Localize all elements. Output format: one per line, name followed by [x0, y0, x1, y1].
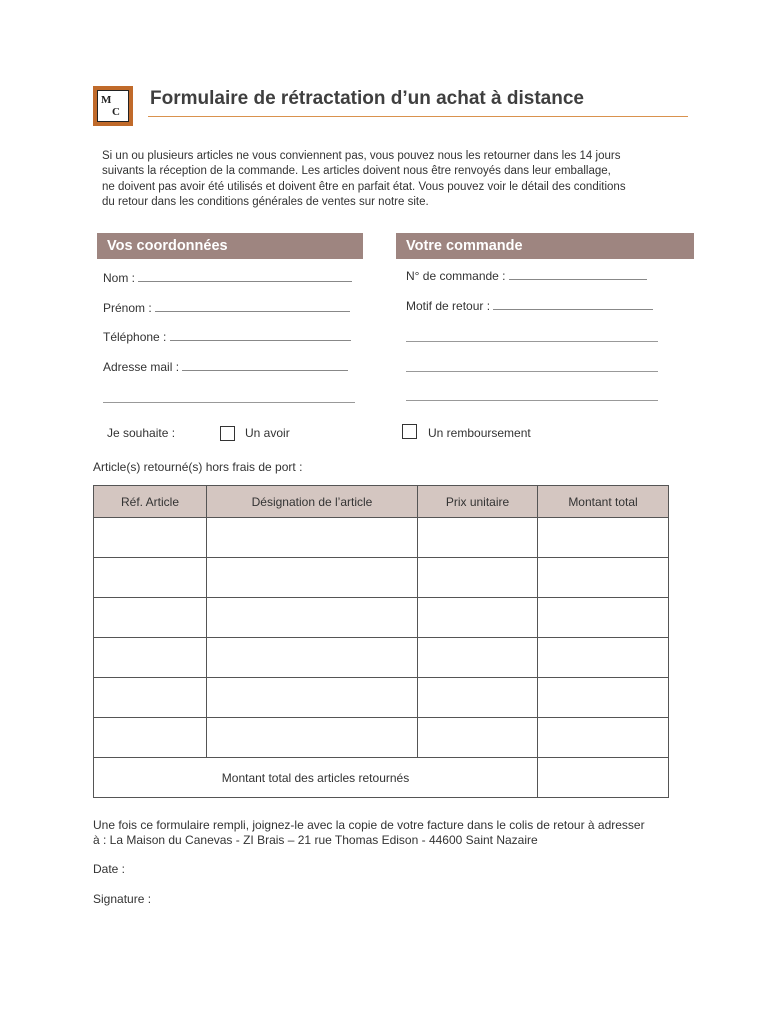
- table-cell[interactable]: [94, 518, 207, 558]
- return-instructions-line: Une fois ce formulaire rempli, joignez-le avec la copie de votre facture dans le colis de retour à adresser: [93, 818, 645, 832]
- table-cell[interactable]: [207, 558, 418, 598]
- company-logo: [93, 86, 133, 126]
- table-row: [94, 558, 669, 598]
- table-cell[interactable]: [538, 598, 669, 638]
- table-header-row: [94, 486, 669, 518]
- table-cell[interactable]: [207, 598, 418, 638]
- table-cell[interactable]: [538, 678, 669, 718]
- column-header-ref: Réf. Article: [94, 486, 207, 518]
- table-row: [94, 638, 669, 678]
- table-cell[interactable]: [418, 718, 538, 758]
- adresse-continuation-line[interactable]: [103, 402, 355, 403]
- adresse-mail-input-line[interactable]: [182, 360, 348, 371]
- table-cell[interactable]: [94, 718, 207, 758]
- section-header-coordonnees: Vos coordonnées: [97, 233, 363, 259]
- remboursement-option-label: Un remboursement: [428, 426, 531, 440]
- title-divider: [148, 116, 688, 117]
- table-cell[interactable]: [418, 638, 538, 678]
- adresse-mail-label: Adresse mail :: [103, 360, 183, 374]
- return-address-line: à : La Maison du Canevas - ZI Brais – 21 rue Thomas Edison - 44600 Saint Nazaire: [93, 833, 538, 847]
- numero-commande-input-line[interactable]: [509, 269, 647, 280]
- avoir-checkbox[interactable]: [220, 426, 235, 441]
- table-row: [94, 518, 669, 558]
- table-cell[interactable]: [418, 678, 538, 718]
- column-header-prix-unitaire: Prix unitaire: [418, 486, 538, 518]
- table-cell[interactable]: [538, 558, 669, 598]
- nom-label: Nom :: [103, 271, 139, 285]
- table-cell[interactable]: [94, 638, 207, 678]
- intro-line: du retour dans les conditions générales de ventes sur notre site.: [102, 195, 429, 208]
- table-cell[interactable]: [207, 638, 418, 678]
- prenom-label: Prénom :: [103, 301, 156, 315]
- intro-line: suivants la réception de la commande. Les articles doivent nous être renvoyés dans leur emballage,: [102, 165, 611, 178]
- table-cell[interactable]: [94, 598, 207, 638]
- articles-table: [93, 485, 669, 798]
- table-cell[interactable]: [538, 638, 669, 678]
- nom-input-line[interactable]: [138, 271, 352, 282]
- table-cell[interactable]: [418, 518, 538, 558]
- column-header-designation: Désignation de l’article: [207, 486, 418, 518]
- prenom-field[interactable]: [103, 301, 350, 315]
- table-cell[interactable]: [207, 678, 418, 718]
- table-cell[interactable]: [538, 518, 669, 558]
- intro-line: Si un ou plusieurs articles ne vous conviennent pas, vous pouvez nous les retourner dans les 14 jours: [102, 150, 621, 162]
- table-cell[interactable]: [207, 718, 418, 758]
- souhait-label: Je souhaite :: [107, 426, 176, 440]
- adresse-mail-field[interactable]: [103, 360, 348, 374]
- logo-letter-m: M: [101, 94, 112, 106]
- nom-field[interactable]: [103, 271, 352, 285]
- table-cell[interactable]: [207, 518, 418, 558]
- telephone-input-line[interactable]: [170, 330, 351, 341]
- table-cell[interactable]: [94, 678, 207, 718]
- motif-line-4[interactable]: [406, 400, 658, 401]
- numero-commande-field[interactable]: [406, 269, 647, 283]
- total-amount-cell[interactable]: [538, 758, 669, 798]
- table-row: [94, 718, 669, 758]
- total-row: [94, 758, 669, 798]
- telephone-field[interactable]: [103, 330, 351, 344]
- motif-retour-label: Motif de retour :: [406, 299, 494, 313]
- signature-label: Signature :: [93, 892, 152, 906]
- remboursement-checkbox[interactable]: [402, 424, 417, 439]
- table-row: [94, 598, 669, 638]
- intro-line: ne doivent pas avoir été utilisés et doivent être en parfait état. Vous pouvez voir le détail des conditions: [102, 180, 626, 193]
- table-cell[interactable]: [94, 558, 207, 598]
- table-cell[interactable]: [538, 718, 669, 758]
- prenom-input-line[interactable]: [155, 301, 350, 312]
- numero-commande-label: N° de commande :: [406, 269, 509, 283]
- return-instructions: [93, 818, 693, 848]
- total-label: Montant total des articles retournés: [94, 758, 538, 798]
- table-cell[interactable]: [418, 558, 538, 598]
- motif-line-3[interactable]: [406, 371, 658, 372]
- articles-caption: Article(s) retourné(s) hors frais de port :: [93, 460, 303, 474]
- motif-line-2[interactable]: [406, 341, 658, 342]
- table-cell[interactable]: [418, 598, 538, 638]
- avoir-option-label: Un avoir: [245, 426, 290, 440]
- table-row: [94, 678, 669, 718]
- section-header-commande: Votre commande: [396, 233, 694, 259]
- motif-retour-field[interactable]: [406, 299, 653, 313]
- date-label: Date :: [93, 862, 126, 876]
- page-title: Formulaire de rétractation d’un achat à distance: [150, 88, 584, 109]
- logo-letter-c: C: [112, 106, 120, 118]
- telephone-label: Téléphone :: [103, 330, 170, 344]
- column-header-montant-total: Montant total: [538, 486, 669, 518]
- intro-paragraph: [102, 149, 692, 210]
- motif-retour-input-line[interactable]: [493, 299, 653, 310]
